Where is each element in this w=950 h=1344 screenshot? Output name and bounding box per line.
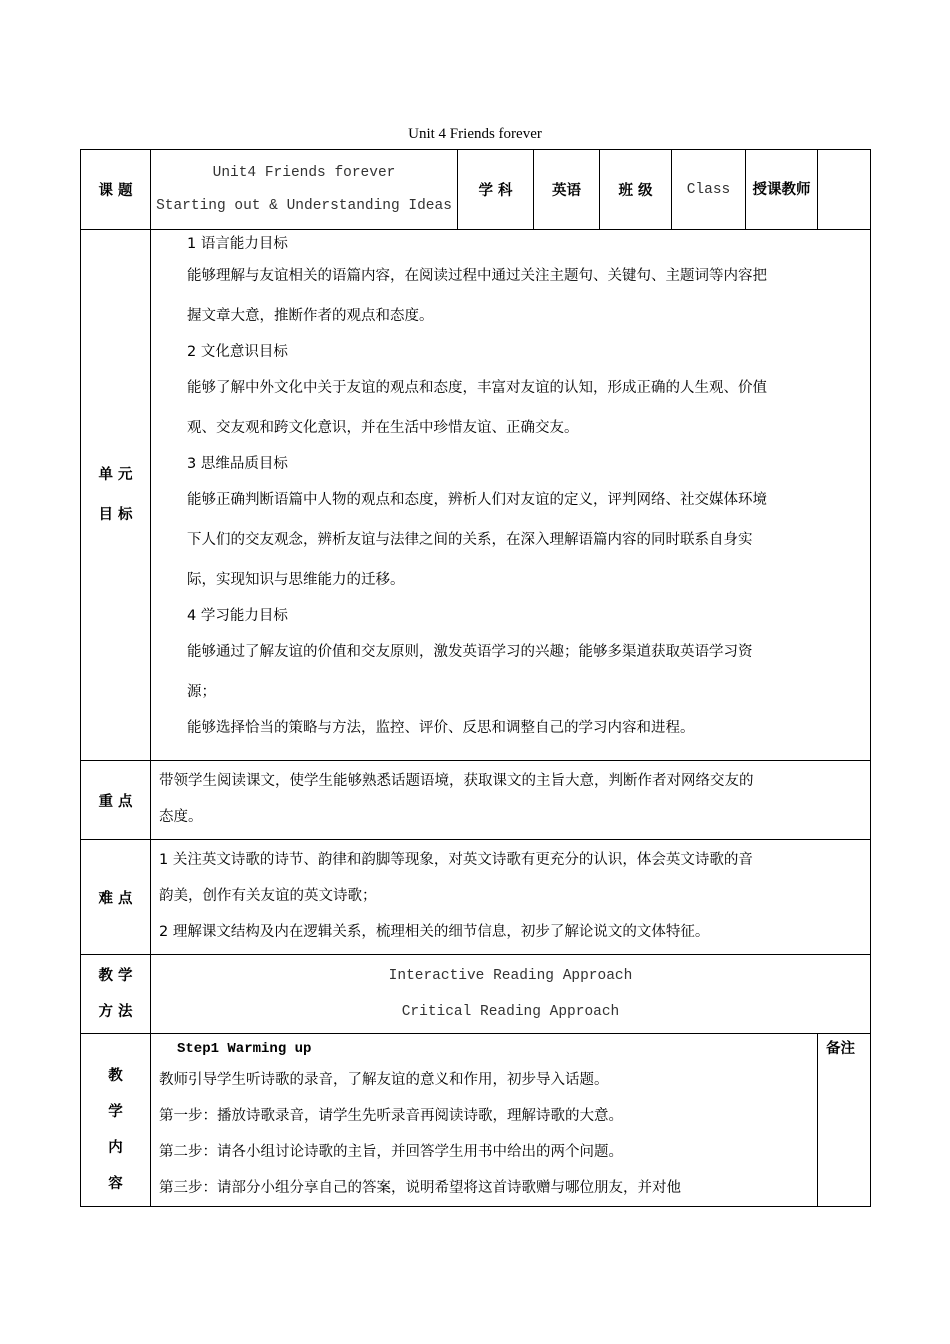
class-value: Class bbox=[672, 150, 746, 230]
teacher-label bbox=[746, 150, 818, 230]
content-label-char: 容 bbox=[108, 1176, 123, 1192]
goals-line: 能够选择恰当的策略与方法，监控、评价、反思和调整自己的学习内容和进程。 bbox=[187, 720, 695, 736]
goals-content bbox=[151, 230, 871, 761]
subject-label: 学 科 bbox=[458, 150, 534, 230]
topic-line-2: Starting out & Understanding Ideas bbox=[156, 197, 452, 214]
difficulties-line: 2 理解课文结构及内在逻辑关系，梳理相关的细节信息，初步了解论说文的文体特征。 bbox=[159, 924, 710, 940]
goals-line: 观、交友观和跨文化意识，并在生活中珍惜友谊、正确交友。 bbox=[187, 420, 579, 436]
document-title: Unit 4 Friends forever bbox=[408, 126, 542, 142]
content-label bbox=[81, 1034, 151, 1207]
difficulties-line: 1 关注英文诗歌的诗节、韵律和韵脚等现象，对英文诗歌有更充分的认识，体会英文诗歌的音 bbox=[159, 852, 753, 868]
difficulties-row bbox=[81, 840, 871, 955]
content-line: 第二步：请各小组讨论诗歌的主旨，并回答学生用书中给出的两个问题。 bbox=[159, 1144, 623, 1160]
content-row bbox=[81, 1034, 871, 1207]
goals-label bbox=[81, 230, 151, 761]
key-points-label: 重 点 bbox=[81, 761, 151, 840]
key-points-line: 态度。 bbox=[159, 809, 203, 825]
difficulties-label: 难 点 bbox=[81, 840, 151, 955]
difficulties-line: 韵美，创作有关友谊的英文诗歌； bbox=[159, 888, 377, 904]
methods-label-line-1: 教 学 bbox=[98, 968, 133, 984]
goals-line: 能够正确判断语篇中人物的观点和态度，辨析人们对友谊的定义，评判网络、社交媒体环境 bbox=[187, 492, 767, 508]
content-body bbox=[151, 1034, 818, 1207]
step-heading: Step1 Warming up bbox=[177, 1041, 312, 1057]
goals-line: 2 文化意识目标 bbox=[187, 344, 288, 360]
methods-line: Critical Reading Approach bbox=[401, 1004, 620, 1020]
goals-line: 源； bbox=[187, 684, 216, 700]
lesson-plan-table bbox=[80, 149, 871, 1207]
methods-label-line-2: 方 法 bbox=[98, 1004, 133, 1020]
goals-row bbox=[81, 230, 871, 761]
goals-label-line-1: 单 元 bbox=[98, 467, 133, 483]
teacher-label-text: 授课教师 bbox=[752, 181, 811, 198]
subject-value: 英语 bbox=[534, 150, 600, 230]
difficulties-content bbox=[151, 840, 871, 955]
goals-label-line-2: 目 标 bbox=[98, 507, 133, 523]
content-line: 第一步：播放诗歌录音，请学生先听录音再阅读诗歌，理解诗歌的大意。 bbox=[159, 1108, 623, 1124]
goals-line: 3 思维品质目标 bbox=[187, 456, 288, 472]
goals-line: 际，实现知识与思维能力的迁移。 bbox=[187, 572, 405, 588]
content-line: 第三步：请部分小组分享自己的答案，说明希望将这首诗歌赠与哪位朋友，并对他 bbox=[159, 1180, 681, 1196]
content-line: 教师引导学生听诗歌的录音，了解友谊的意义和作用，初步导入话题。 bbox=[159, 1072, 609, 1088]
teacher-value bbox=[818, 150, 871, 230]
goals-line: 下人们的交友观念，辨析友谊与法律之间的关系，在深入理解语篇内容的同时联系自身实 bbox=[187, 532, 753, 548]
methods-content bbox=[151, 955, 871, 1034]
goals-line: 4 学习能力目标 bbox=[187, 608, 288, 624]
content-label-char: 教 bbox=[108, 1068, 123, 1084]
remarks-label: 备注 bbox=[826, 1041, 855, 1057]
goals-line: 能够通过了解友谊的价值和交友原则，激发英语学习的兴趣；能够多渠道获取英语学习资 bbox=[187, 644, 753, 660]
goals-line: 能够理解与友谊相关的语篇内容，在阅读过程中通过关注主题句、关键句、主题词等内容把 bbox=[187, 268, 767, 284]
topic-line-1: Unit4 Friends forever bbox=[212, 164, 396, 181]
methods-line: Interactive Reading Approach bbox=[388, 968, 633, 984]
key-points-line: 带领学生阅读课文，使学生能够熟悉话题语境，获取课文的主旨大意，判断作者对网络交友的 bbox=[159, 773, 754, 789]
key-points-row bbox=[81, 761, 871, 840]
goals-line: 握文章大意，推断作者的观点和态度。 bbox=[187, 308, 434, 324]
methods-row bbox=[81, 955, 871, 1034]
topic-cell bbox=[151, 150, 458, 230]
content-label-char: 学 bbox=[108, 1104, 123, 1120]
key-points-content bbox=[151, 761, 871, 840]
methods-label bbox=[81, 955, 151, 1034]
remarks-cell bbox=[818, 1034, 871, 1207]
goals-line: 1 语言能力目标 bbox=[187, 236, 288, 252]
content-label-char: 内 bbox=[108, 1140, 123, 1156]
goals-line: 能够了解中外文化中关于友谊的观点和态度，丰富对友谊的认知，形成正确的人生观、价值 bbox=[187, 380, 767, 396]
class-label: 班 级 bbox=[600, 150, 672, 230]
topic-label: 课 题 bbox=[81, 150, 151, 230]
header-row bbox=[81, 150, 871, 230]
